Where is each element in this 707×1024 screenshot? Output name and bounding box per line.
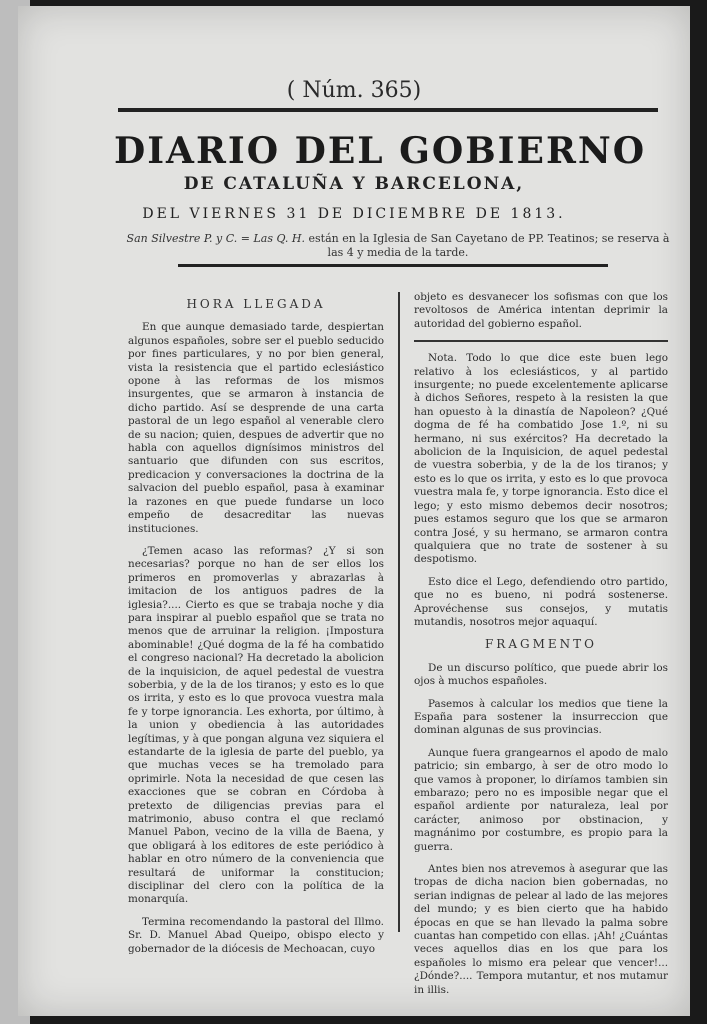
right-paragraph: Pasemos à calcular los medios que tiene la España para sostener la insurreccion que dominan algunas de sus provincias. — [414, 697, 668, 737]
section-rule — [414, 340, 668, 342]
saints-italic: San Silvestre P. y C. = Las Q. H. — [126, 232, 306, 245]
right-intro: objeto es desvanecer los sofismas con que los revoltosos de América intentan deprimir la autoridad del gobierno español. — [414, 291, 668, 330]
left-column — [128, 298, 384, 965]
left-paragraph: En que aunque demasiado tarde, despiertan algunos españoles, sobre ser el pueblo seducido por fines particulares, y no por bien general, vista la resistencia que el partido eclesiástico opone à las reformas de los mismos insurgentes, que se armaron à instancia de dicho partido. Así se desprende de una carta pastoral de un lego español al venerable clero de su nacion; quien, despues de advertir que no habla con aquellos dignísimos ministros del santuario que difunden con sus escritos, predicacion y conversaciones la doctrina de la salvacion del pueblo español, pasa à examinar la razones en que puede fundarse un loco empeño de desacreditar las nuevas instituciones. — [128, 321, 384, 535]
nota-paragraph-2: Esto dice el Lego, defendiendo otro partido, que no es bueno, ni podrá sostenerse. Aprovéchense sus consejos, y mutatis mutandis, nosotros mejor aquaquí. — [414, 575, 668, 628]
right-paragraph: Antes bien nos atrevemos à asegurar que las tropas de dicha nacion bien gobernadas, no serian indignas de pelear al lado de las mejores del mundo; y es bien cierto que ha habido épocas en que se han llevado la palma sobre cuantas han competido con ellas. ¡Ah! ¿Cuántas veces aquellos dias en los que para los españoles lo mismo era pelear que vencer!... ¿Dónde?.... Tempora mutantur, et nos mutamur in illis. — [414, 863, 668, 996]
nota-paragraph: Nota. Todo lo que dice este buen lego relativo à los eclesiásticos, y al partido insurgente; no puede excelentemente aplicarse à dichos Señores, respeto à la resisten la que han opuesto à la dinastía de Napoleon? ¿Qué dogma de fé ha combatido Jose 1.º, ni su hermano, ni sus exércitos? Ha decretado la abolicion de la Inquisicion, de aquel pedestal de vuestra soberbia, y de la de los tiranos; y esto es lo que os irrita, y esto es lo que provoca vuestra mala fe, y torpe ignorancia. Esto dice el lego; y esto mismo debemos decir nosotros; pues estamos seguro que los que se armaron contra José, y su hermano, se armaron contra qualquiera que no trate de sostener à su despotismo. — [414, 352, 668, 566]
left-paragraph: Termina recomendando la pastoral del Illmo. Sr. D. Manuel Abad Queipo, obispo electo y gobernador de la diócesis de Mechoacan, cuyo — [128, 915, 384, 955]
section-heading-fragmento: FRAGMENTO — [484, 637, 597, 652]
left-paragraph: ¿Temen acaso las reformas? ¿Y si son necesarias? porque no han de ser ellos los primeros en promoverlas y abrazarlas à imitacion de los antiguos padres de la iglesia?.... Cierto es que se trabaja noche y dia para inspirar al pueblo español que se trata no menos que de arruinar la religion. ¡Impostura abominable! ¿Qué dogma de la fé ha combatido el congreso nacional? Ha decretado la abolicion de la inquisicion, de aquel pedestal de vuestra soberbia, y de la de los tiranos; y esto es lo que os irrita, y esto es lo que provoca vuestra mala fe y torpe ignorancia. Les exhorta, por último, à la union y obediencia à las autoridades legítimas, y à que pongan alguna vez siquiera el estandarte de la iglesia de parte del pueblo, ya que muchas veces se ha tremolado para oprimirle. Nota la necesidad de que cesen las exacciones que se cobran en Córdoba à pretexto de diligencias previas para el matrimonio, abuso contra el que reclamó Manuel Pabon, vecino de la villa de Baena, y que obligará à los editores de este periódico à hablar en otro número de la conveniencia que resultará de uniformar la constitucion; disciplinar del clero con la política de la monarquía. — [128, 544, 384, 906]
issue-date: DEL VIERNES 31 DE DICIEMBRE DE 1813. — [142, 206, 566, 222]
right-paragraph: De un discurso político, que puede abrir los ojos à muchos españoles. — [414, 661, 668, 688]
saints-rest: están en la Iglesia de San Cayetano de PP. Teatinos; se reserva à las 4 y media de la tarde. — [305, 232, 670, 259]
masthead-subtitle: DE CATALUÑA Y BARCELONA, — [183, 174, 525, 194]
section-heading-hora-llegada: HORA LLEGADA — [186, 297, 326, 311]
column-divider — [398, 292, 400, 932]
masthead-title: DIARIO DEL GOBIERNO — [114, 130, 647, 172]
saints-notice — [118, 232, 678, 260]
right-column — [414, 291, 668, 1006]
issue-number: ( Núm. 365) — [286, 78, 422, 103]
top-rule — [118, 108, 658, 112]
header-bottom-rule — [178, 264, 608, 267]
newspaper-page — [18, 6, 690, 1016]
right-paragraph: Aunque fuera grangearnos el apodo de malo patricio; sin embargo, à ser de otro modo lo que vamos à proponer, lo diríamos tambien sin embarazo; pero no es imposible negar que el español ardiente por naturaleza, leal por carácter, animoso por obstinacion, y magnánimo por costumbre, es propio para la guerra. — [414, 746, 668, 853]
